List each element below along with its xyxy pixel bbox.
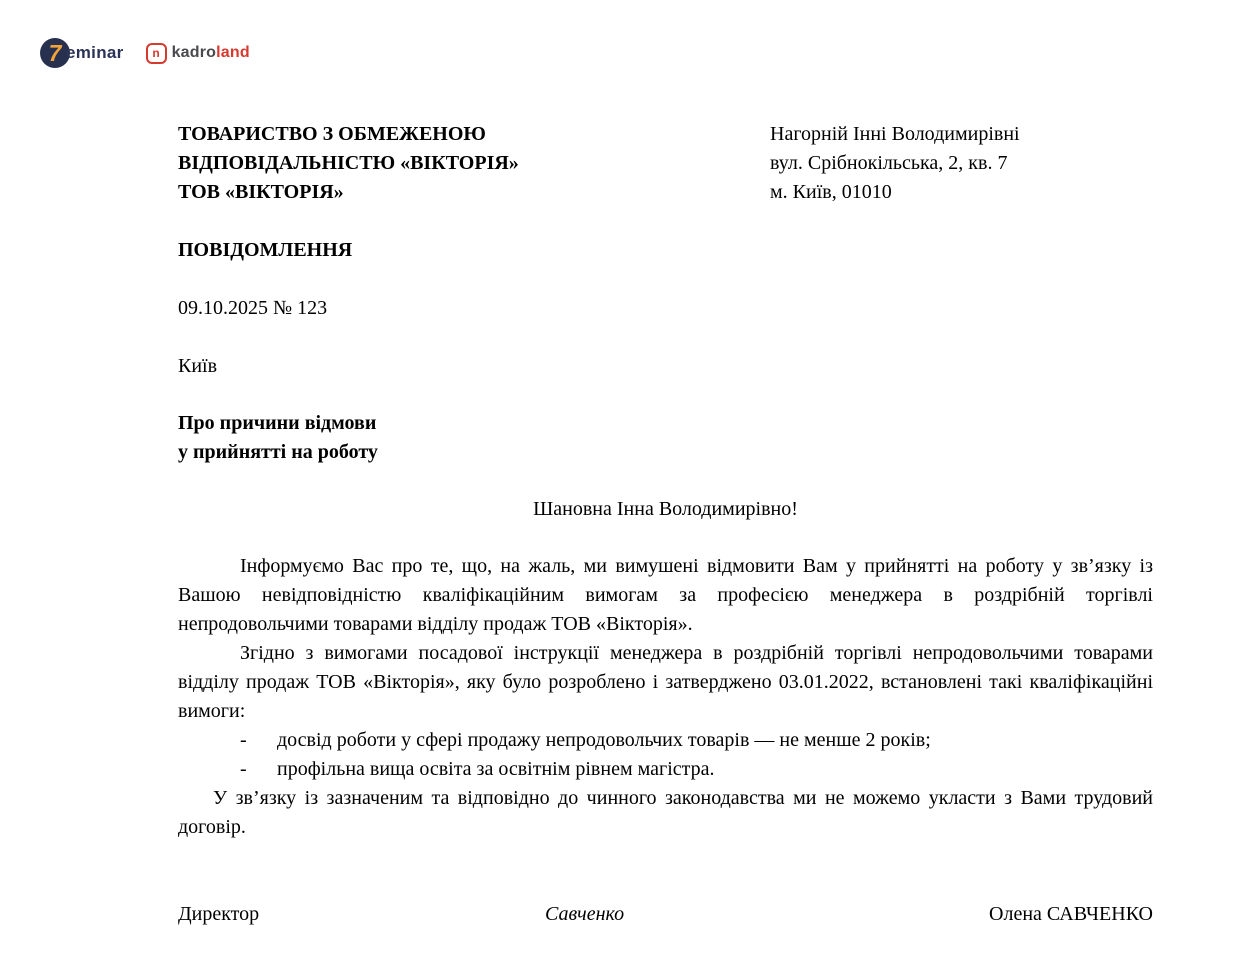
list-item (178, 726, 1153, 755)
document-type-heading: ПОВІДОМЛЕННЯ (178, 239, 353, 261)
subject-line: Про причини відмови (178, 412, 377, 434)
paragraph-3: У зв’язку із зазначеним та відповідно до чинного законодавства ми не можемо укласти з Вами трудовий договір. (178, 787, 1153, 838)
list-item-text: досвід роботи у сфері продажу непродовольчих товарів — не менше 2 років; (277, 729, 931, 751)
recipient-name: Нагорній Інні Володимирівні (770, 123, 1020, 145)
kadroland-logo-text (172, 44, 250, 62)
subject-block (178, 409, 1153, 467)
signature-handwriting: Савченко (545, 903, 625, 925)
signature-block (178, 900, 1153, 929)
seminar-logo[interactable] (40, 38, 124, 68)
list-item-text: профільна вища освіта за освітнім рівнем магістра. (277, 758, 715, 780)
paragraph-1: Інформуємо Вас про те, що, на жаль, ми вимушені відмовити Вам у прийнятті на роботу у зв’язку із Вашою невідповідністю кваліфікаційним вимогам за професією менеджера в роздрібній торгівлі непродовольчими товарами відділу продаж ТОВ «Вікторія». (178, 555, 1153, 635)
signer-position: Директор (178, 903, 260, 925)
company-name-line: ТОВ «ВІКТОРІЯ» (178, 181, 344, 203)
subject-line: у прийнятті на роботу (178, 441, 378, 463)
recipient-street: вул. Срібнокільська, 2, кв. 7 (770, 152, 1008, 174)
list-dash-marker: - (240, 729, 247, 751)
seminar-logo-text: eminar (66, 43, 124, 62)
letter-body (178, 120, 1153, 929)
salutation: Шановна Інна Володимирівно! (533, 498, 798, 520)
date-and-number: 09.10.2025 № 123 (178, 297, 328, 319)
letterhead (178, 120, 1153, 207)
kadroland-logo-icon: n (146, 43, 167, 64)
paragraph-2: Згідно з вимогами посадової інструкції менеджера в роздрібній торгівлі непродовольчими товарами відділу продаж ТОВ «Вікторія», яку було розроблено і затверджено 03.01.2022, встановлені такі кваліфікаційні вимоги: (178, 642, 1153, 722)
list-item (178, 755, 1153, 784)
recipient-city: м. Київ, 01010 (770, 181, 892, 203)
list-dash-marker: - (240, 758, 247, 780)
company-name-block (178, 120, 770, 207)
kadroland-text-kadro: kadro (171, 44, 217, 61)
city-label: Київ (178, 355, 218, 377)
requirements-list (178, 726, 1153, 784)
recipient-address-block (770, 120, 1153, 207)
kadroland-logo[interactable] (146, 43, 250, 64)
signer-full-name: Олена САВЧЕНКО (989, 903, 1153, 925)
company-name-line: ТОВАРИСТВО З ОБМЕЖЕНОЮ (178, 123, 486, 145)
header-logos (40, 38, 250, 68)
seminar-logo-digit: 7 (48, 39, 62, 66)
company-name-line: ВІДПОВІДАЛЬНІСТЮ «ВІКТОРІЯ» (178, 152, 519, 174)
kadroland-text-land: land (216, 44, 250, 61)
